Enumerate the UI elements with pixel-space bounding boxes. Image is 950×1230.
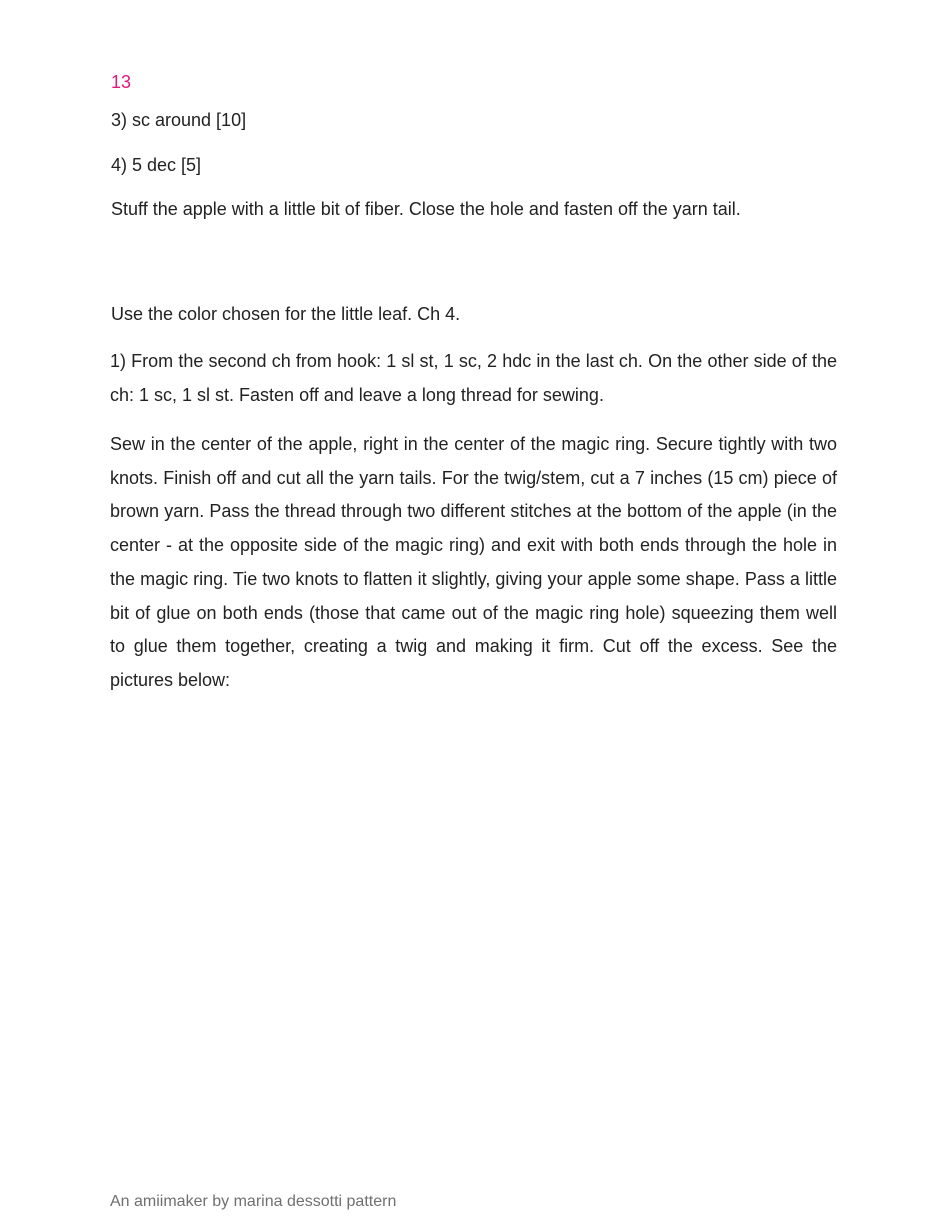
round-4-instruction: 4) 5 dec [5] <box>111 155 202 175</box>
page-number: 13 <box>111 72 132 92</box>
assembly-instructions: Sew in the center of the apple, right in the center of the magic ring. Secure tightly with two knots. Finish off and cut all the yarn tails. For the twig/stem, cut a 7 inches (15 cm) piece of brown yarn. Pass the thread through two different stitches at the bottom of the apple (in the center - at the opposite side of the magic ring) and exit with both ends through the hole in the magic ring. Tie two knots to flatten it slightly, giving your apple some shape. Pass a little bit of glue on both ends (those that came out of the magic ring hole) squeezing them well to glue them together, creating a twig and making it firm. Cut off the excess. See the pictures below: <box>110 434 837 690</box>
stuffing-note: Stuff the apple with a little bit of fiber. Close the hole and fasten off the yarn tail. <box>111 199 741 219</box>
leaf-intro: Use the color chosen for the little leaf. Ch 4. <box>111 304 461 324</box>
footer-credit: An amiimaker by marina dessotti pattern <box>110 1193 397 1210</box>
leaf-round-1-instruction: 1) From the second ch from hook: 1 sl st, 1 sc, 2 hdc in the last ch. On the other side of the ch: 1 sc, 1 sl st. Fasten off and leave a long thread for sewing. <box>110 351 837 405</box>
round-3-instruction: 3) sc around [10] <box>111 110 247 130</box>
